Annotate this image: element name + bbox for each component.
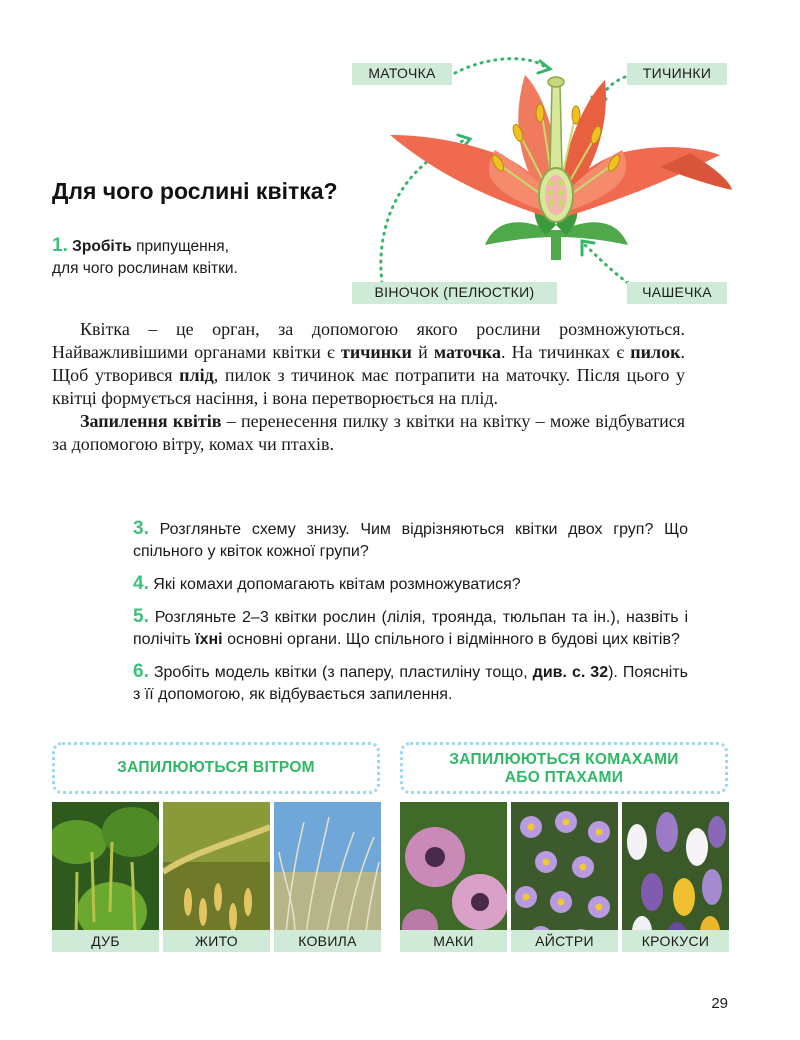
task-5: 5. Розгляньте 2–3 квітки рослин (лілія, троянда, тюльпан та ін.), назвіть і полічіть їхні основні органи. Що спільного і відмінного в будові цих квітів? [133,606,688,648]
label-corolla: ВІНОЧОК (ПЕЛЮСТКИ) [352,282,557,304]
group-insects-title-1: ЗАПИЛЮЮТЬСЯ КОМАХАМИ [449,751,679,768]
plant-label-poppies: МАКИ [400,930,507,952]
paragraph-2: Запилення квітів – перенесення пилку з квітки на квітку – може відбуватися за допомогою вітру, комах чи птахів. [52,411,685,454]
task-text: припущення, [131,238,229,255]
page-title: Для чого рослині квітка? [52,178,338,204]
plant-label-oak: ДУБ [52,930,159,952]
group-insects-title-2: АБО ПТАХАМИ [504,769,624,786]
task-list [133,518,688,716]
flower-diagram [360,55,740,305]
task-6: 6. Зробіть модель квітки (з паперу, пластиліну тощо, див. с. 32). Поясніть з її допомогою, як відбувається запилення. [133,661,688,703]
plant-label-crocuses: КРОКУСИ [622,930,729,952]
plant-label-asters: АЙСТРИ [511,930,618,952]
plant-label-rye: ЖИТО [163,930,270,952]
group-wind-header: ЗАПИЛЮЮТЬСЯ ВІТРОМ [52,742,380,794]
task-text: для чого рослинам квітки. [52,260,238,277]
paragraph-1: Квітка – це орган, за допомогою якого рослини розмножуються. Найважливішими органами квітки є тичинки й маточка. На тичинках є пилок. Щоб утворився плід, пилок з тичинок має потрапити на маточку. Після цього у квітці формується насіння, і вона перетворюється на плід. [52,319,685,408]
task-3: 3. Розгляньте схему знизу. Чим відрізняються квітки двох груп? Що спільного у квіток кожної групи? [133,518,688,560]
task-number: 1. [52,235,68,256]
main-text [52,318,685,456]
plant-label-feather-grass: КОВИЛА [274,930,381,952]
label-stamens: ТИЧИНКИ [627,63,727,85]
task-1 [52,235,352,280]
label-pistil: МАТОЧКА [352,63,452,85]
group-insects-header [400,742,728,794]
page-number: 29 [711,995,728,1012]
label-calyx: ЧАШЕЧКА [627,282,727,304]
task-4: 4. Які комахи допомагають квітам розмножуватися? [133,573,521,594]
task-bold-word: Зробіть [72,238,132,255]
